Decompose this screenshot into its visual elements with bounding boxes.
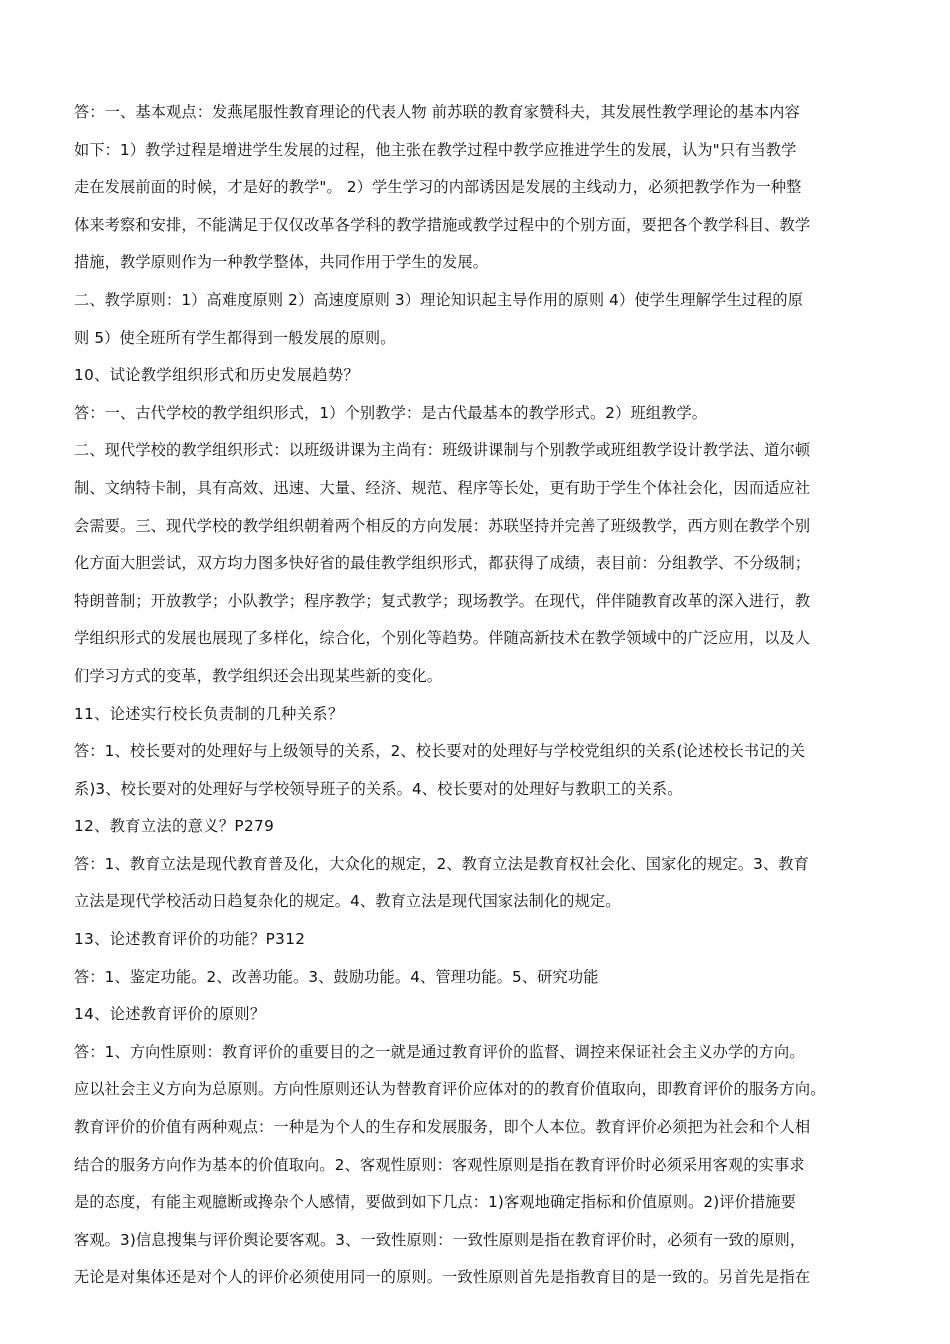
text-line: 无论是对集体还是对个人的评价必须使用同一的原则。一致性原则首先是指教育目的是一致的。另首先是指在 [74,1268,811,1287]
text-line: 们学习方式的变革，教学组织还会出现某些新的变化。 [74,666,443,685]
text-line: 会需要。三、现代学校的教学组织朝着两个相反的方向发展：苏联坚持并完善了班级教学，西方则在教学个别 [74,516,811,535]
document-page [74,94,894,1297]
text-line: 系)3、校长要对的处理好与学校领导班子的关系。4、校长要对的处理好与教职工的关系。 [74,779,683,798]
text-line: 学组织形式的发展也展现了多样化，综合化，个别化等趋势。伴随高新技术在教学领域中的广泛应用，以及人 [74,629,811,648]
text-line: 二、教学原则：1）高难度原则 2）高速度原则 3）理论知识起主导作用的原则 4）使学生理解学生过程的原 [74,290,804,309]
text-line: 体来考察和安排，不能满足于仅仅改革各学科的教学措施或教学过程中的个别方面，要把各个教学科目、教学 [74,215,811,234]
text-line: 制、文纳特卡制，具有高效、迅速、大量、经济、规范、程序等长处，更有助于学生个体社会化，因而适应社 [74,478,811,497]
text-line: 答：一、古代学校的教学组织形式，1）个别教学：是古代最基本的教学形式。2）班组教学。 [74,403,708,422]
text-line: 客观。3)信息搜集与评价舆论要客观。3、一致性原则：一致性原则是指在教育评价时，必须有一致的原则， [74,1230,806,1249]
text-line: 走在发展前面的时候，才是好的教学"。 2）学生学习的内部诱因是发展的主线动力，必须把教学作为一种整 [74,178,802,197]
text-line: 措施，教学原则作为一种教学整体，共同作用于学生的发展。 [74,253,489,272]
question-heading: 13、论述教育评价的功能？P312 [74,930,306,949]
text-line: 是的态度，有能主观臆断或搀杂个人感情，要做到如下几点：1)客观地确定指标和价值原则。2)评价措施要 [74,1193,796,1212]
text-line: 则 5）使全班所有学生都得到一般发展的原则。 [74,328,396,347]
text-line: 答：1、教育立法是现代教育普及化，大众化的规定，2、教育立法是教育权社会化、国家化的规定。3、教育 [74,854,809,873]
text-line: 结合的服务方向作为基本的价值取向。2、客观性原则：客观性原则是指在教育评价时必须采用客观的实事求 [74,1155,805,1174]
text-line: 答：一、基本观点：发燕尾服性教育理论的代表人物 前苏联的教育家赞科夫，其发展性教学理论的基本内容 [74,103,800,121]
text-line: 答：1、方向性原则：教育评价的重要目的之一就是通过教育评价的监督、调控来保证社会主义办学的方向。 [74,1042,805,1061]
text-line: 答：1、鉴定功能。2、改善功能。3、鼓励功能。4、管理功能。5、研究功能 [74,967,599,986]
text-line: 如下：1）教学过程是增进学生发展的过程，他主张在教学过程中教学应推进学生的发展，认为"只有当教学 [74,140,797,159]
text-line: 答：1、校长要对的处理好与上级领导的关系，2、校长要对的处理好与学校党组织的关系(论述校长书记的关 [74,742,806,761]
question-heading: 14、论述教育评价的原则？ [74,1005,266,1024]
text-line: 特朗普制；开放教学；小队教学；程序教学；复式教学；现场教学。在现代，伴伴随教育改革的深入进行，教 [74,591,811,610]
question-heading: 11、论述实行校长负责制的几种关系？ [74,704,344,723]
text-line: 二、现代学校的教学组织形式：以班级讲课为主尚有：班级讲课制与个别教学或班组教学设计教学法、道尔顿 [74,441,811,460]
text-line: 教育评价的价值有两种观点：一种是为个人的生存和发展服务，即个人本位。教育评价必须把为社会和个人相 [74,1118,811,1137]
question-heading: 12、教育立法的意义？P279 [74,817,275,836]
text-line: 立法是现代学校活动日趋复杂化的规定。4、教育立法是现代国家法制化的规定。 [74,892,621,911]
text-line: 应以社会主义方向为总原则。方向性原则还认为替教育评价应体对的的教育价值取向，即教育评价的服务方向。 [74,1080,826,1099]
question-heading: 10、试论教学组织形式和历史发展趋势？ [74,366,360,385]
text-line: 化方面大胆尝试，双方均力图多快好省的最佳教学组织形式，都获得了成绩，表目前：分组教学、不分级制； [74,554,811,573]
